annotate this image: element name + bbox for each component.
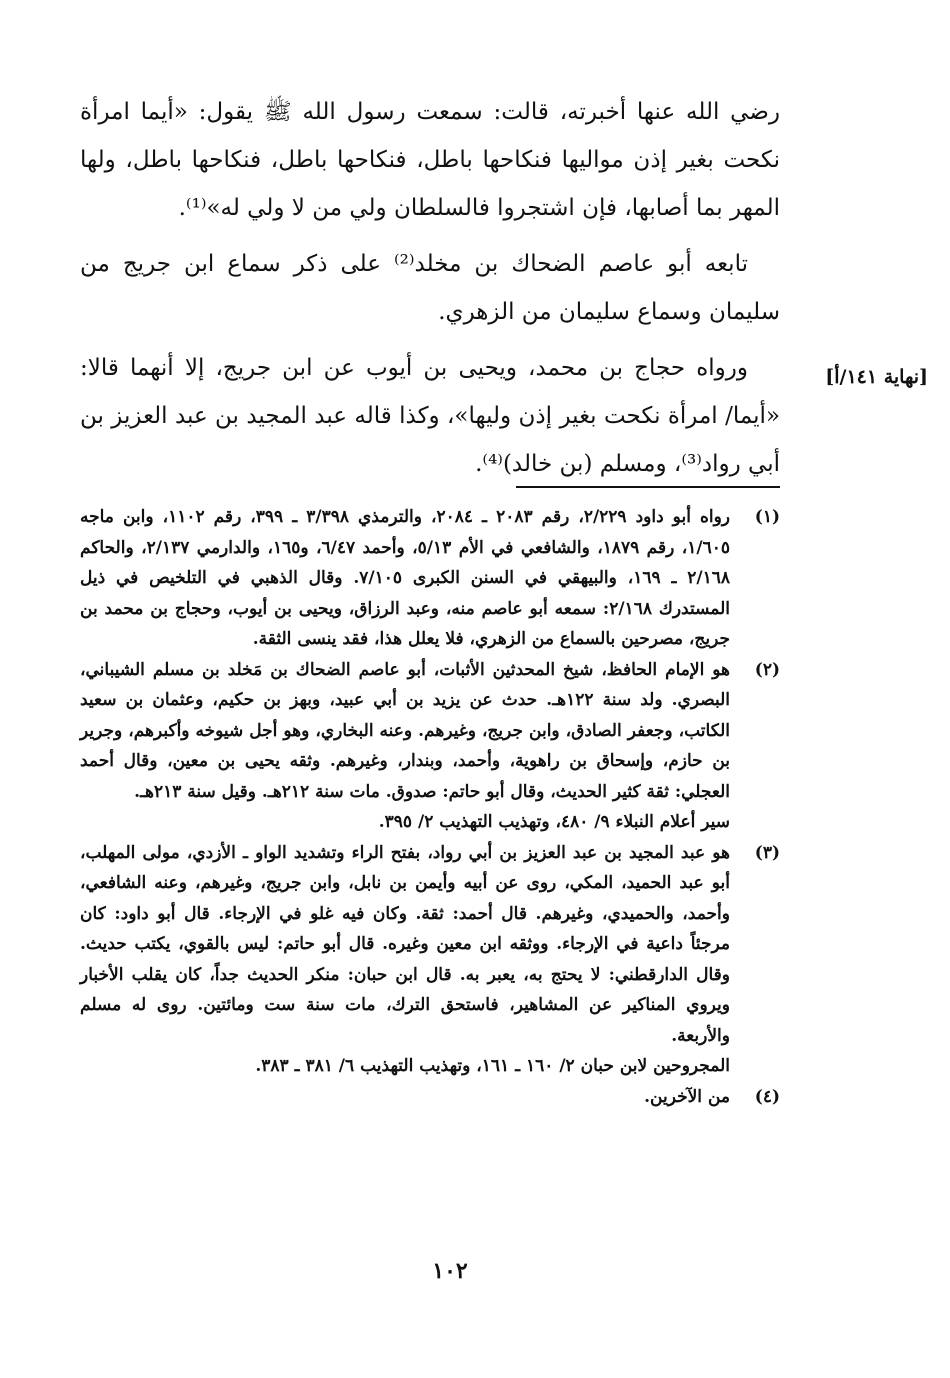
footnote-2 bbox=[80, 655, 780, 838]
footnote-1 bbox=[80, 502, 780, 655]
footnote-number: (٢) bbox=[754, 659, 780, 680]
footnote-number: (١) bbox=[754, 507, 780, 527]
footnote-text: من الآخرين. bbox=[644, 1086, 730, 1107]
footnote-reference: سير أعلام النبلاء ٩/ ٤٨٠، وتهذيب التهذيب ٢/ ٣٩٥. bbox=[378, 812, 730, 832]
footnote-3 bbox=[80, 838, 780, 1082]
page-number: ١٠٢ bbox=[432, 1258, 468, 1284]
manuscript-margin-note: [نهاية ١٤١/أ] bbox=[825, 366, 928, 388]
footnote-reference: المجروحين لابن حبان ٢/ ١٦٠ ـ ١٦١، وتهذيب التهذيب ٦/ ٣٨١ ـ ٣٨٣. bbox=[255, 1056, 730, 1076]
main-text bbox=[80, 88, 780, 496]
footnote-text: هو الإمام الحافظ، شيخ المحدثين الأثبات، أبو عاصم الضحاك بن مَخلد بن مسلم الشيباني، البصري. ولد سنة ١٢٢هـ. حدث عن يزيد بن أبي عبيد، وبهز بن حكيم، وعثمان بن سعيد الكاتب، وجعفر الصادق، وابن جريج، وغيرهم. وعنه البخاري، وهو أجل شيوخه وأكبرهم، وجرير بن حازم، وإسحاق بن راهوية، وأحمد، وبندار، وغيرهم. وثقه يحيى بن معين، وقال أحمد العجلي: ثقة كثير الحديث، وقال أبو حاتم: صدوق. مات سنة ٢١٢هـ. وقيل سنة ٢١٣هـ. bbox=[80, 659, 730, 802]
main-paragraph-1: رضي الله عنها أخبرته، قالت: سمعت رسول الله ﷺ يقول: «أيما امرأة نكحت بغير إذن مواليها فنكاحها باطل، فنكاحها باطل، فنكاحها باطل، ولها المهر بما أصابها، فإن اشتجروا فالسلطان ولي من لا ولي له»⁽¹⁾. bbox=[80, 99, 780, 221]
footnote-separator bbox=[516, 486, 780, 488]
main-paragraph-2: تابعه أبو عاصم الضحاك بن مخلد⁽²⁾ على ذكر سماع ابن جريج من سليمان وسماع سليمان من الزهري. bbox=[80, 251, 780, 325]
footnote-number: (٤) bbox=[754, 1086, 780, 1107]
footnote-text: رواه أبو داود ٢/٢٢٩، رقم ٢٠٨٣ ـ ٢٠٨٤، والترمذي ٣/٣٩٨ ـ ٣٩٩، رقم ١١٠٢، وابن ماجه ١/٦٠٥، رقم ١٨٧٩، والشافعي في الأم ٥/١٣، وأحمد ٦/٤٧، و١٦٥، والدارمي ٢/١٣٧، والحاكم ٢/١٦٨ ـ ١٦٩، والبيهقي في السنن الكبرى ٧/١٠٥. وقال الذهبي في التلخيص في ذيل المستدرك ٢/١٦٨: سمعه أبو عاصم منه، وعبد الرزاق، ويحيى بن أيوب، وحجاج بن محمد بن جريج، مصرحين بالسماع من الزهري، فلا يعلل هذا، فقد ينسى الثقة. bbox=[80, 507, 731, 649]
footnote-4 bbox=[80, 1082, 780, 1113]
footnote-number: (٣) bbox=[754, 842, 780, 863]
footnotes bbox=[80, 502, 780, 1112]
footnote-text: هو عبد المجيد بن عبد العزيز بن أبي رواد، بفتح الراء وتشديد الواو ـ الأزدي، مولى المهلب، أبو عبد الحميد، المكي، روى عن أبيه وأيمن بن نابل، وابن جريج، وغيرهم، وعنه الشافعي، وأحمد، والحميدي، وغيرهم. قال أحمد: ثقة. وكان فيه غلو في الإرجاء. قال أبو داود: كان مرجئاً داعية في الإرجاء. ووثقه ابن معين وغيره. قال أبو حاتم: ليس بالقوي، يكتب حديث. وقال الدارقطني: لا يحتج به، يعبر به. قال ابن حبان: منكر الحديث جداً، كان يقلب الأخبار ويروي المناكير عن المشاهير، فاستحق الترك، مات سنة ست ومائتين. روى له مسلم والأربعة. bbox=[80, 842, 730, 1046]
main-paragraph-3: ورواه حجاج بن محمد، ويحيى بن أيوب عن ابن جريج، إلا أنهما قالا: «أيما/ امرأة نكحت بغير إذن وليها»، وكذا قاله عبد المجيد بن عبد العزيز بن أبي رواد⁽³⁾، ومسلم (بن خالد)⁽⁴⁾. bbox=[80, 355, 780, 477]
